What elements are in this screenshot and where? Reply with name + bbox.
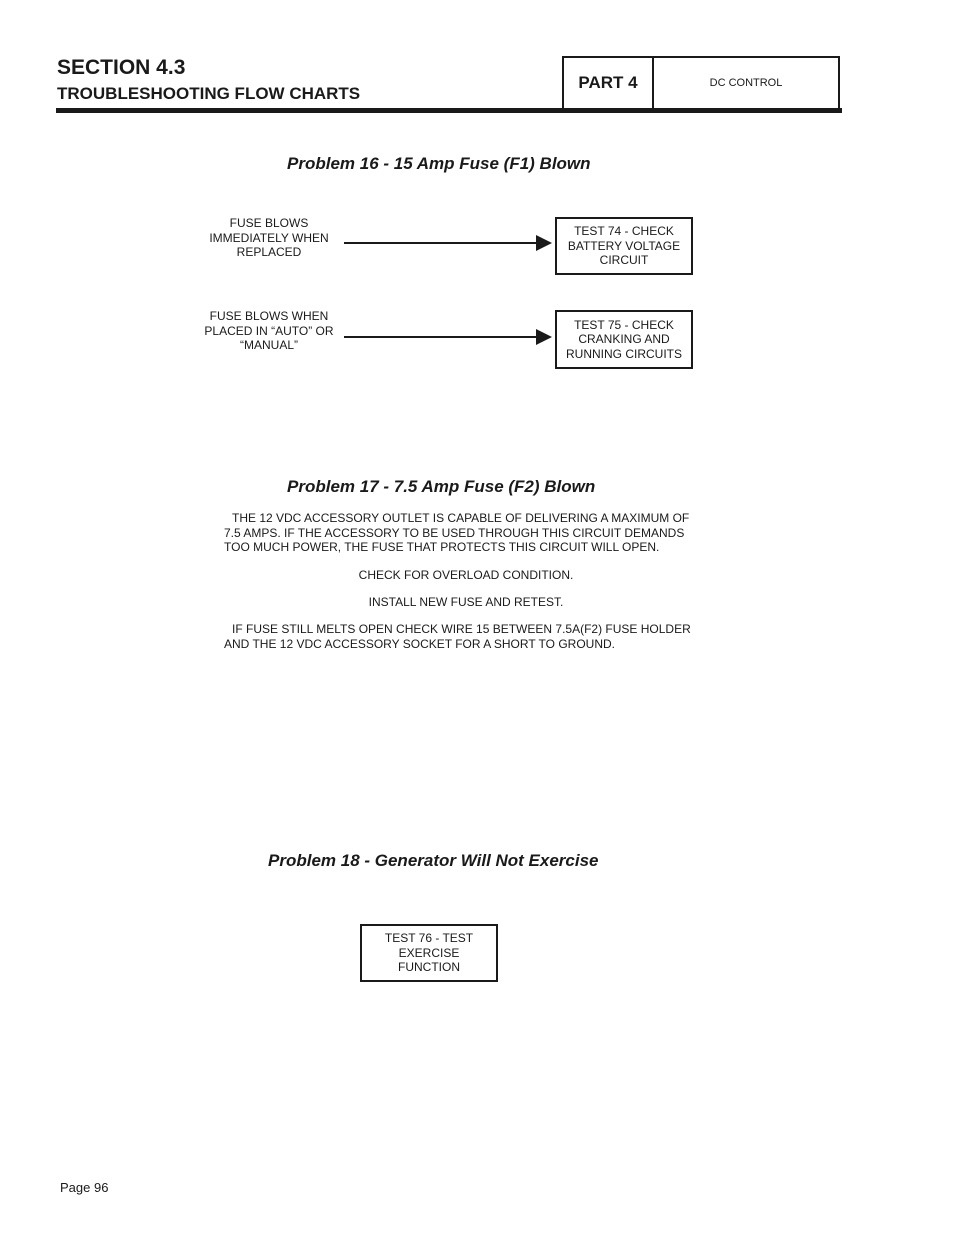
page-number: Page 96 <box>60 1180 109 1195</box>
flow-arrow <box>344 329 552 345</box>
paragraph-line: IF FUSE STILL MELTS OPEN CHECK WIRE 15 BETWEEN 7.5A(F2) FUSE HOLDER <box>232 622 691 636</box>
condition-line: PLACED IN “AUTO” OR <box>204 323 334 338</box>
part-description: DC CONTROL <box>652 56 840 108</box>
condition-line: “MANUAL” <box>239 338 298 352</box>
section-subtitle: TROUBLESHOOTING FLOW CHARTS <box>57 84 361 103</box>
paragraph-line: THE 12 VDC ACCESSORY OUTLET IS CAPABLE OF DELIVERING A MAXIMUM OF <box>232 511 690 525</box>
test-line: RUNNING CIRCUITS <box>566 346 682 361</box>
test-line: CIRCUIT <box>599 253 649 268</box>
test-line: FUNCTION <box>398 960 460 975</box>
condition-line: FUSE BLOWS WHEN <box>209 309 329 323</box>
test-76-box <box>360 924 498 982</box>
paragraph-line: AND THE 12 VDC ACCESSORY SOCKET FOR A SHORT TO GROUND. <box>224 636 615 651</box>
problem-17-title: Problem 17 - 7.5 Amp Fuse (F2) Blown <box>287 477 596 496</box>
header-divider <box>56 108 842 113</box>
test-74-box <box>555 217 693 275</box>
condition-line: IMMEDIATELY WHEN <box>209 230 329 245</box>
p16-condition-auto-manual <box>194 309 344 353</box>
flow-arrow <box>344 235 552 251</box>
test-line: EXERCISE <box>398 945 460 960</box>
p17-install-fuse: INSTALL NEW FUSE AND RETEST. <box>368 595 564 609</box>
condition-line: FUSE BLOWS <box>229 216 309 230</box>
p17-explanation <box>224 511 724 555</box>
p17-check-overload: CHECK FOR OVERLOAD CONDITION. <box>358 568 574 582</box>
condition-line: REPLACED <box>236 245 302 259</box>
paragraph-line: TOO MUCH POWER, THE FUSE THAT PROTECTS THIS CIRCUIT WILL OPEN. <box>224 540 660 555</box>
paragraph-line: 7.5 AMPS. IF THE ACCESSORY TO BE USED THROUGH THIS CIRCUIT DEMANDS <box>224 525 685 540</box>
problem-16-title: Problem 16 - 15 Amp Fuse (F1) Blown <box>287 154 591 173</box>
problem-18-title: Problem 18 - Generator Will Not Exercise <box>268 851 599 870</box>
part-label: PART 4 <box>562 56 654 108</box>
p17-short-check <box>224 622 724 651</box>
test-75-box <box>555 310 693 369</box>
test-line: TEST 75 - CHECK <box>574 317 674 332</box>
test-line: TEST 76 - TEST <box>384 931 474 946</box>
section-title: SECTION 4.3 <box>57 56 186 79</box>
test-line: CRANKING AND <box>578 332 670 347</box>
p16-condition-immediate <box>194 216 344 260</box>
test-line: BATTERY VOLTAGE <box>567 238 681 253</box>
test-line: TEST 74 - CHECK <box>574 224 674 239</box>
